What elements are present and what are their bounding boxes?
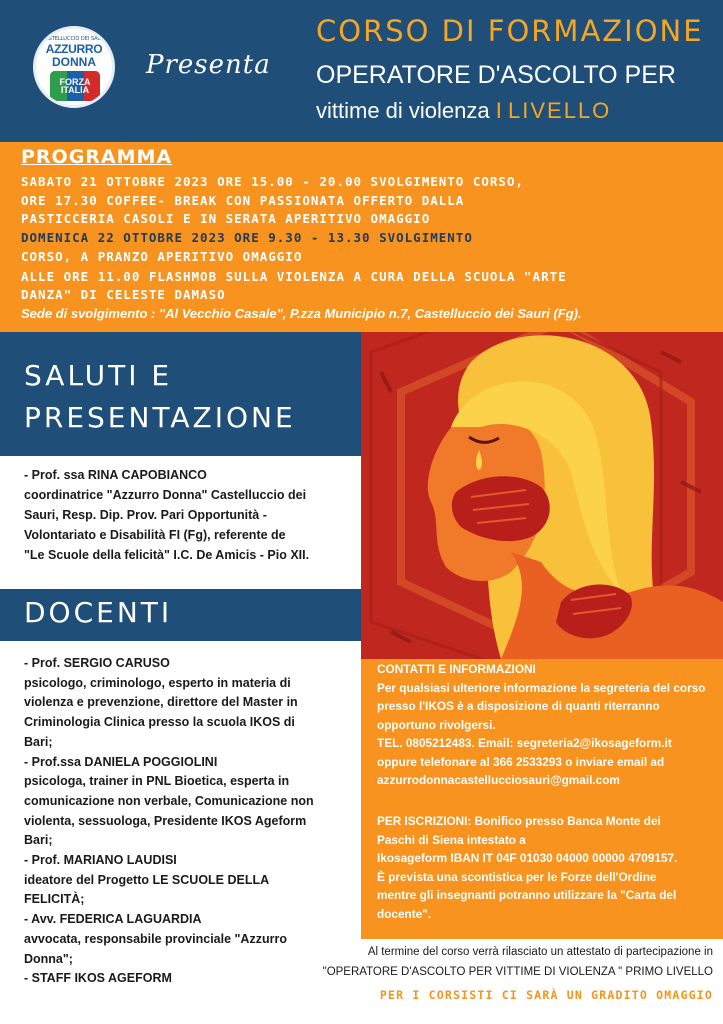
docenti-line: Criminologia Clinica presso la scuola IKOS di (24, 715, 295, 730)
docenti-line: - STAFF IKOS AGEFORM (24, 971, 172, 986)
iscrizioni-line: È prevista una scontistica per le Forze dell'Ordine (377, 869, 657, 884)
docenti-text (24, 654, 344, 989)
programma-line: ALLE ORE 11.00 FLASHMOB SULLA VIOLENZA A CURA DELLA SCUOLA "ARTE (21, 269, 567, 284)
footer-operatore: "OPERATORE D'ASCOLTO PER VITTIME DI VIOLENZA " PRIMO LIVELLO (322, 966, 713, 978)
subtitle-separator: I (495, 98, 502, 123)
iscrizioni-text (377, 812, 712, 923)
saluti-text (24, 465, 344, 565)
logo-line2: DONNA (52, 55, 96, 69)
programma-line: ORE 17.30 COFFEE- BREAK CON PASSIONATA OFFERTO DALLA (21, 193, 465, 208)
contatti-line: Per qualsiasi ulteriore informazione la segreteria del corso (377, 680, 706, 695)
forza-italia-flag (50, 71, 100, 101)
footer-omaggio: PER I CORSISTI CI SARÀ UN GRADITO OMAGGIO (379, 988, 713, 1002)
course-subtitle-line2 (316, 98, 611, 124)
docenti-line: - Prof. MARIANO LAUDISI (24, 853, 177, 868)
docenti-line: avvocata, responsabile provinciale "Azzurro (24, 931, 287, 946)
docenti-line: FELICITÀ; (24, 892, 85, 907)
contatti-title: CONTATTI E INFORMAZIONI (377, 662, 536, 676)
saluti-title (24, 355, 296, 439)
iscrizioni-line: Ikosageform IBAN IT 04F 01030 04000 00000 4709157. (377, 851, 678, 865)
flag-line1: FORZA (59, 77, 91, 87)
programma-line: PASTICCERIA CASOLI E IN SERATA APERITIVO OMAGGIO (21, 211, 431, 226)
contatti-line: presso l'IKOS è a disposizione di quanti riterranno (377, 699, 660, 713)
saluti-line: "Le Scuole della felicità" I.C. De Amicis - Pio XII. (24, 548, 310, 562)
saluti-line: coordinatrice "Azzurro Donna" Castelluccio dei (24, 488, 307, 502)
flag-line2: ITALIA (60, 85, 90, 95)
programma-line: DANZA" DI CELESTE DAMASO (21, 287, 226, 302)
course-title: CORSO DI FORMAZIONE (316, 14, 704, 48)
saluti-title-line1: SALUTI E (24, 359, 173, 392)
contatti-line: TEL. 0805212483. Email: segreteria2@ikosageform.it (377, 736, 672, 750)
docenti-line: ideatore del Progetto LE SCUOLE DELLA (24, 872, 270, 887)
iscrizioni-line: Paschi di Siena intestato a (377, 832, 526, 847)
docenti-line: psicologo, criminologo, esperto in materia di (24, 675, 291, 690)
azzurro-donna-logo (33, 26, 115, 108)
docenti-line: - Prof. SERGIO CARUSO (24, 656, 170, 670)
docenti-line: psicologa, trainer in PNL Bioetica, esperta in (24, 774, 290, 789)
contatti-line: oppure telefonare al 366 2533293 o inviare email ad (377, 754, 665, 769)
subtitle-text: vittime di violenza (316, 98, 490, 123)
programma-line: CORSO, A PRANZO APERITIVO OMAGGIO (21, 249, 303, 264)
level-label: LIVELLO (508, 98, 612, 123)
contatti-line: opportuno rivolgersi. (377, 717, 496, 732)
iscrizioni-line: docente". (377, 906, 432, 921)
course-subtitle-line1: OPERATORE D'ASCOLTO PER (316, 61, 676, 89)
sede-text: Sede di svolgimento : "Al Vecchio Casale", P.zza Municipio n.7, Castelluccio dei Sauri (Fg). (21, 306, 582, 321)
docenti-line: violenta, sessuologa, Presidente IKOS Ageform (24, 813, 307, 828)
logo-line1: AZZURRO (45, 42, 103, 56)
saluti-line: - Prof. ssa RINA CAPOBIANCO (24, 468, 207, 482)
footer-attestato: Al termine del corso verrà rilasciato un attestato di partecipazione in (367, 946, 713, 958)
docenti-title: DOCENTI (24, 596, 173, 629)
docenti-line: Donna"; (24, 951, 73, 966)
presenta-script: Presenta (146, 50, 271, 80)
docenti-line: violenza e prevenzione, direttore del Master in (24, 695, 298, 710)
saluti-line: Sauri, Resp. Dip. Prov. Pari Opportunità - (24, 508, 267, 522)
crying-woman-illustration (361, 332, 723, 659)
logo-small-text: CASTELLUCCIO DEI SAURI (41, 36, 107, 42)
programma-line: SABATO 21 OTTOBRE 2023 ORE 15.00 - 20.00 SVOLGIMENTO CORSO, (21, 174, 525, 189)
programma-line: DOMENICA 22 OTTOBRE 2023 ORE 9.30 - 13.30 SVOLGIMENTO (21, 230, 473, 245)
saluti-line: Volontariato e Disabilità FI (Fg), referente de (24, 528, 286, 542)
docenti-line: Bari; (24, 833, 53, 848)
programma-title: PROGRAMMA (21, 146, 173, 168)
docenti-line: - Prof.ssa DANIELA POGGIOLINI (24, 754, 218, 769)
iscrizioni-line: PER ISCRIZIONI: Bonifico presso Banca Monte dei (377, 814, 661, 828)
contatti-text (377, 660, 712, 790)
docenti-line: Bari; (24, 734, 53, 749)
docenti-line: - Avv. FEDERICA LAGUARDIA (24, 912, 202, 927)
docenti-line: comunicazione non verbale, Comunicazione non (24, 793, 314, 808)
iscrizioni-line: mentre gli insegnanti potranno utilizzare la "Carta del (377, 888, 677, 902)
contatti-line: azzurrodonnacastellucciosauri@gmail.com (377, 773, 620, 787)
saluti-title-line2: PRESENTAZIONE (24, 401, 296, 434)
